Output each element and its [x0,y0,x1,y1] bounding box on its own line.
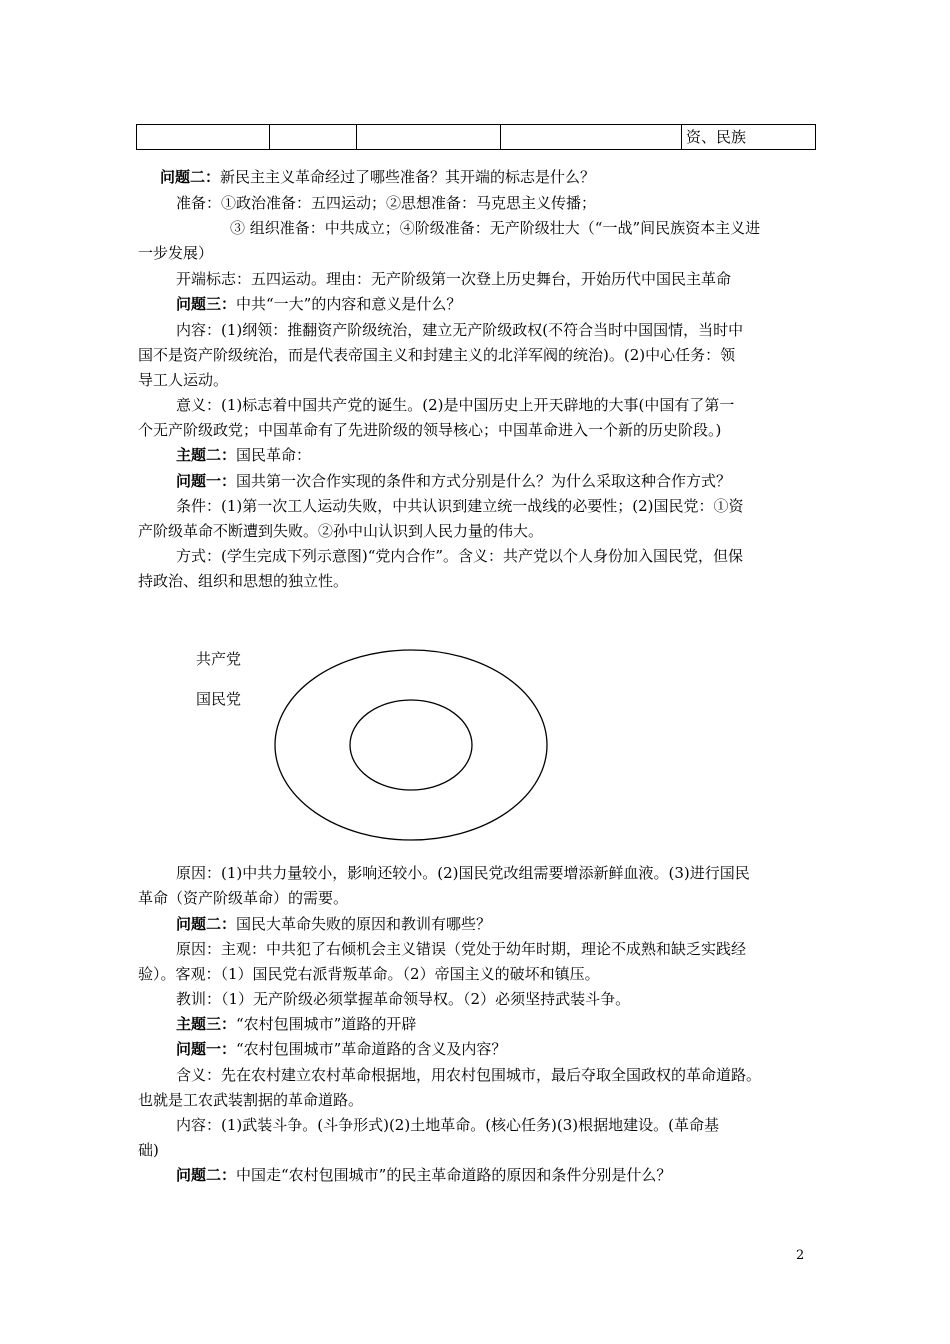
heading-prefix: 问题一： [176,1040,237,1058]
heading-prefix: 问题三： [176,295,237,313]
text-line: 意义：(1)标志着中国共产党的诞生。(2)是中国历史上开天辟地的大事(中国有了第一 [176,396,735,414]
text-line: 条件：(1)第一次工人运动失败，中共认识到建立统一战线的必要性；(2)国民党：①资 [176,497,744,515]
diagram-label-ccp: 共产党 [196,650,242,668]
text-line: 持政治、组织和思想的独立性。 [138,572,349,590]
text-line: 内容：(1)武装斗争。(斗争形式)(2)土地革命。(核心任务)(3)根据地建设。(革命基 [176,1116,720,1134]
heading-prefix: 问题二： [176,915,237,933]
text-line: 一步发展） [138,244,214,262]
line-text: 中共“一大”的内容和意义是什么？ [236,295,462,313]
heading-prefix: 主题二： [176,446,237,464]
text-line: 也就是工农武装割据的革命道路。 [138,1091,364,1109]
text-line: 原因：(1)中共力量较小，影响还较小。(2)国民党改组需要增添新鲜血液。(3)进行国民 [176,864,750,882]
text-line: 方式：(学生完成下列示意图)“党内合作”。含义：共产党以个人身份加入国民党，但保 [176,547,744,565]
page-number: 2 [796,1248,805,1263]
text-line: 含义：先在农村建立农村革命根据地，用农村包围城市，最后夺取全国政权的革命道路。 [176,1066,762,1084]
line-text: “农村包围城市”道路的开辟 [236,1015,417,1033]
heading-prefix: 问题一： [176,472,237,490]
text-line: 开端标志：五四运动。理由：无产阶级第一次登上历史舞台，开始历代中国民主革命 [176,270,732,288]
text-line: 个无产阶级政党；中国革命有了先进阶级的领导核心；中国革命进入一个新的历史阶段。) [138,421,722,439]
line-text: “农村包围城市”革命道路的含义及内容？ [236,1040,507,1058]
line-text: 新民主主义革命经过了哪些准备？其开端的标志是什么？ [220,168,596,186]
line-text: 国共第一次合作实现的条件和方式分别是什么？为什么采取这种合作方式？ [236,472,732,490]
text-line: 导工人运动。 [138,371,229,389]
outer-ellipse [275,650,547,840]
text-line: 内容：(1)纲领：推翻资产阶级统治，建立无产阶级政权(不符合当时中国国情，当时中 [176,321,744,339]
text-line: 国不是资产阶级统治，而是代表帝国主义和封建主义的北洋军阀的统治)。(2)中心任务：领 [138,346,736,364]
text-line: ③ 组织准备：中共成立；④阶级准备：无产阶级壮大（“一战”间民族资本主义进 [230,219,761,237]
line-text: 国民大革命失败的原因和教训有哪些？ [236,915,492,933]
line-text: 中国走“农村包围城市”的民主革命道路的原因和条件分别是什么？ [236,1166,672,1184]
text-line: 原因：主观：中共犯了右倾机会主义错误（党处于幼年时期，理论不成熟和缺乏实践经 [176,940,747,958]
text-line: 验）。客观：（1）国民党右派背叛革命。（2）帝国主义的破坏和镇压。 [138,965,600,983]
text-line: 础) [138,1141,159,1159]
diagram-label-kmt: 国民党 [196,690,242,708]
text-line: 教训：（1）无产阶级必须掌握革命领导权。（2）必须坚持武装斗争。 [176,990,631,1008]
text-line: 革命（资产阶级革命）的需要。 [138,889,349,907]
text-line: 准备：①政治准备：五四运动；②思想准备：马克思主义传播； [176,194,597,212]
line-text: 国民革命： [236,446,312,464]
heading-prefix: 主题三： [176,1015,237,1033]
heading-prefix: 问题二： [176,1166,237,1184]
heading-prefix: 问题二： [160,168,221,186]
inner-ellipse [350,700,472,790]
text-line: 产阶级革命不断遭到失败。②孙中山认识到人民力量的伟大。 [138,522,544,540]
table-cell: 资、民族 [682,125,816,150]
